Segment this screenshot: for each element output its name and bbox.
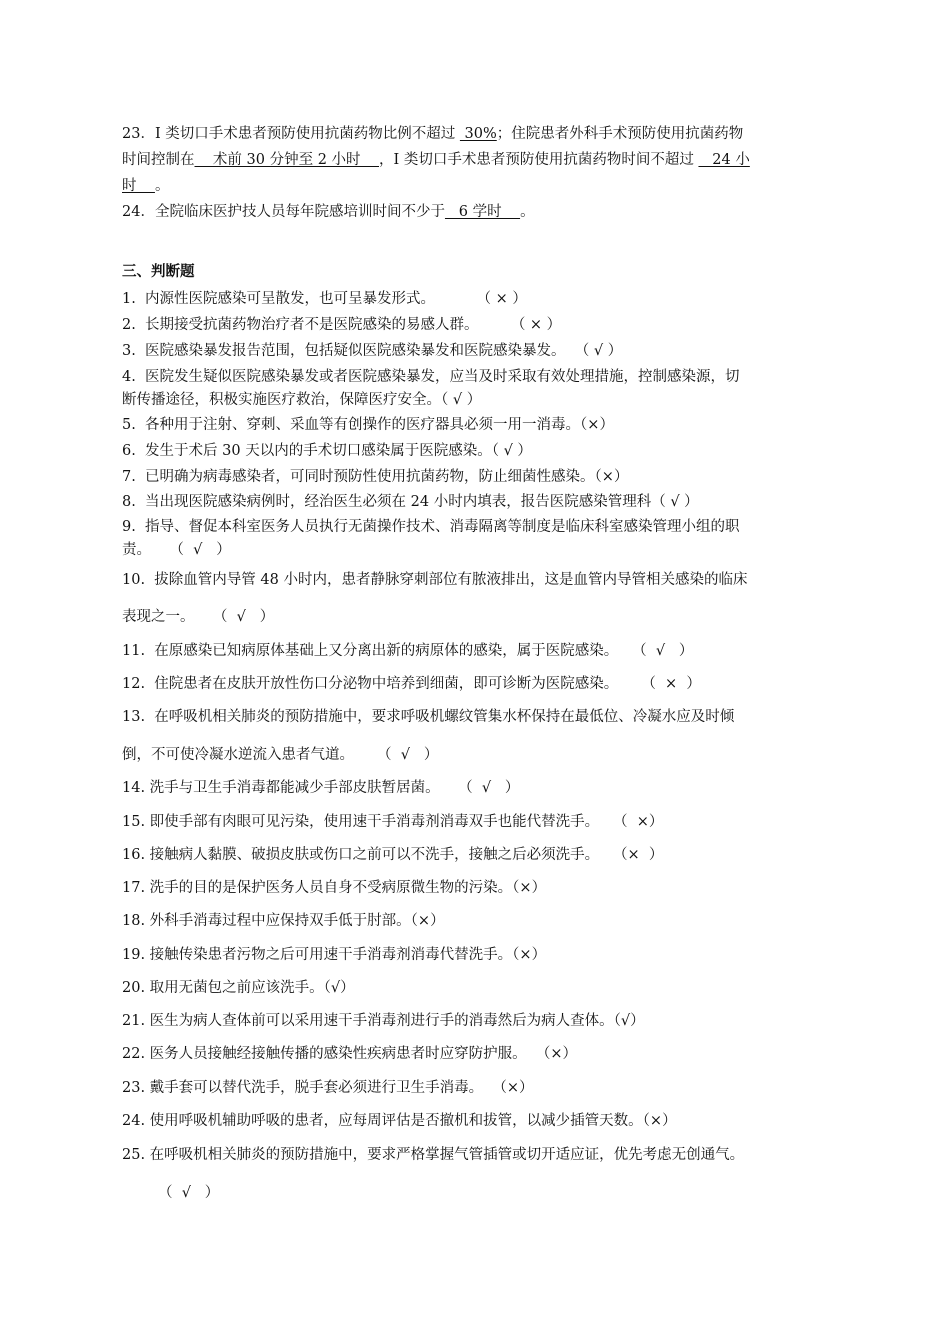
judgement-line: 13. 在呼吸机相关肺炎的预防措施中，要求呼吸机螺纹管集水杯保持在最低位、冷凝水应及时倾 [122,709,735,725]
judgement-line: 18. 外科手消毒过程中应保持双手低于肘部。（×） [122,913,445,929]
judgement-line: 17. 洗手的目的是保护医务人员自身不受病原微生物的污染。（×） [122,880,547,896]
judgement-line: 责。 （ √ ） [122,542,231,558]
judgement-line: 1. 内源性医院感染可呈散发，也可呈暴发形式。 （ × ） [122,291,527,307]
judgement-line: 21. 医生为病人查体前可以采用速干手消毒剂进行手的消毒然后为病人查体。（√） [122,1013,645,1029]
fill-question-24-line [122,202,842,222]
judgement-line: 倒，不可使冷凝水逆流入患者气道。 （ √ ） [122,747,439,763]
judgement-line: 6. 发生于术后 30 天以内的手术切口感染属于医院感染。（ √ ） [122,443,532,459]
section-title: 三、判断题 [122,263,195,280]
fill-question-23-line [122,176,842,196]
answer-blank: 术前 30 分钟至 2 小时 [194,152,379,168]
judgement-line: 5. 各种用于注射、穿刺、采血等有创操作的医疗器具必须一用一消毒。（×） [122,417,614,433]
question-text: 24．全院临床医护技人员每年院感培训时间不少于 [122,204,445,220]
fill-question-23-line [122,124,842,144]
judgement-line: 14. 洗手与卫生手消毒都能减少手部皮肤暂居菌。 （ √ ） [122,780,520,796]
judgement-line: 表现之一。 （ √ ） [122,609,275,625]
fill-question-23-line [122,150,842,170]
judgement-line: 22. 医务人员接触经接触传播的感染性疾病患者时应穿防护服。 （×） [122,1046,578,1062]
question-text: ；住院患者外科手术预防使用抗菌药物 [496,126,744,142]
question-text: 时间控制在 [122,152,195,168]
judgement-line: 16. 接触病人黏膜、破损皮肤或伤口之前可以不洗手，接触之后必须洗手。 （× ） [122,847,664,863]
answer-blank: 时 [122,178,155,194]
question-text: 。 [520,204,535,220]
question-text: ，I 类切口手术患者预防使用抗菌药物时间不超过 [379,152,699,168]
judgement-line: 11. 在原感染已知病原体基础上又分离出新的病原体的感染，属于医院感染。 （ √ ） [122,643,694,659]
judgement-line: 20. 取用无菌包之前应该洗手。（√） [122,980,355,996]
judgement-line: 3. 医院感染暴发报告范围，包括疑似医院感染暴发和医院感染暴发。 （ √ ） [122,343,623,359]
answer-blank: 24 小 [698,152,750,168]
judgement-line: 12. 住院患者在皮肤开放性伤口分泌物中培养到细菌，即可诊断为医院感染。 （ × ） [122,676,701,692]
judgement-line: 7. 已明确为病毒感染者，可同时预防性使用抗菌药物，防止细菌性感染。（×） [122,469,629,485]
judgement-line: 19. 接触传染患者污物之后可用速干手消毒剂消毒代替洗手。（×） [122,947,547,963]
judgement-line: 15. 即使手部有肉眼可见污染，使用速干手消毒剂消毒双手也能代替洗手。 （ ×） [122,814,664,830]
judgement-line: 2. 长期接受抗菌药物治疗者不是医院感染的易感人群。 （ × ） [122,317,562,333]
judgement-line: （ √ ） [158,1185,220,1201]
judgement-line: 9. 指导、督促本科室医务人员执行无菌操作技术、消毒隔离等制度是临床科室感染管理小组的职 [122,519,740,535]
judgement-line: 4. 医院发生疑似医院感染暴发或者医院感染暴发，应当及时采取有效处理措施，控制感染源，切 [122,369,740,385]
question-text: 。 [154,178,170,194]
judgement-line: 24. 使用呼吸机辅助呼吸的患者，应每周评估是否撤机和拔管，以减少插管天数。（×） [122,1113,677,1129]
judgement-line: 8. 当出现医院感染病例时，经治医生必须在 24 小时内填表，报告医院感染管理科（ √ ） [122,494,699,510]
judgement-line: 23. 戴手套可以替代洗手，脱手套必须进行卫生手消毒。 （×） [122,1080,534,1096]
answer-blank: 6 学时 [444,204,521,220]
judgement-line: 断传播途径，积极实施医疗救治，保障医疗安全。（ √ ） [122,392,482,408]
judgement-line: 25. 在呼吸机相关肺炎的预防措施中，要求严格掌握气管插管或切开适应证，优先考虑无创通气。 [122,1147,745,1163]
answer-blank: 30% [459,126,497,142]
question-text: 23．I 类切口手术患者预防使用抗菌药物比例不超过 [122,126,460,142]
judgement-line: 10. 拔除血管内导管 48 小时内，患者静脉穿刺部位有脓液排出，这是血管内导管相关感染的临床 [122,572,748,588]
